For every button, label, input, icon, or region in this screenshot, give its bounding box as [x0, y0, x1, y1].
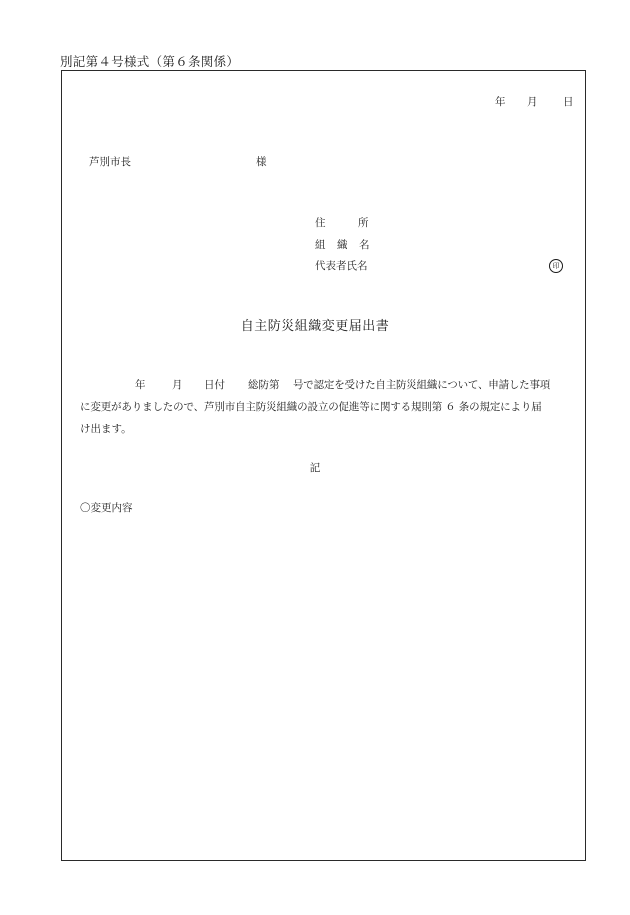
- seal-icon: 印: [549, 259, 563, 273]
- body-line-1: 号で認定を受けた自主防災組織について、申請した事項: [293, 379, 551, 391]
- date-month-label: 月: [527, 96, 538, 108]
- body-sobo: 総防第: [248, 379, 280, 391]
- address-label-2: 所: [358, 217, 369, 229]
- body-line-2: に変更がありましたので、芦別市自主防災組織の設立の促進等に関する規則第 ６ 条の規定により届: [80, 401, 542, 413]
- document-title: 自主防災組織変更届出書: [240, 319, 390, 334]
- ki-heading: 記: [309, 462, 321, 474]
- representative-label: 代表者氏名: [315, 260, 368, 272]
- addressee-honorific: 様: [256, 156, 267, 168]
- body-year: 年: [135, 379, 146, 391]
- date-day-label: 日: [563, 96, 574, 108]
- form-number: 別記第４号様式（第６条関係）: [60, 54, 240, 69]
- addressee-name: 芦別市長: [89, 156, 131, 168]
- body-line-3: け出ます。: [80, 423, 132, 435]
- org-name-label-3: 名: [359, 239, 370, 251]
- org-name-label-2: 織: [337, 239, 348, 251]
- date-year-label: 年: [495, 96, 506, 108]
- org-name-label-1: 組: [315, 239, 326, 251]
- body-month: 月: [172, 379, 183, 391]
- body-dated: 日付: [204, 379, 225, 391]
- change-content-heading: 〇変更内容: [80, 502, 133, 514]
- address-label-1: 住: [315, 217, 326, 229]
